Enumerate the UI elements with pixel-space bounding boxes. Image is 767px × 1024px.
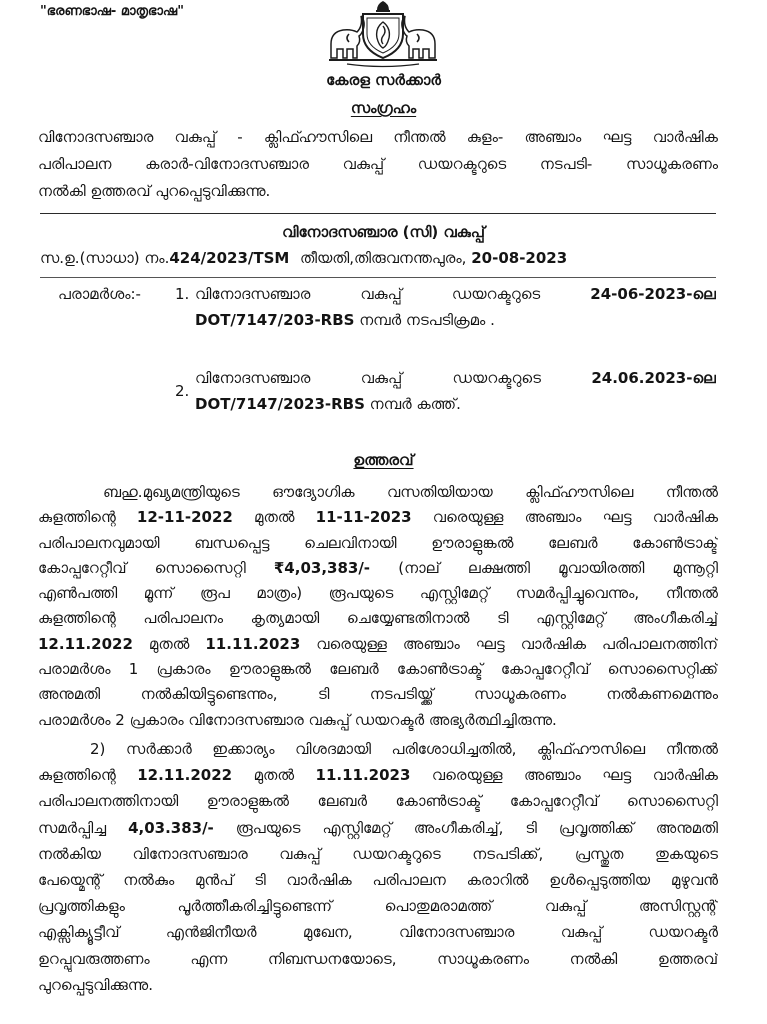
emphasized-figure: 11-11-2023 bbox=[315, 508, 412, 527]
emphasized-figure: DOT/7147/2023-RBS bbox=[195, 395, 365, 413]
paragraph-line: കോപ്പറേറ്റീവ് സൊസൈറ്റി ₹4,03,383/- (നാല് ലക്ഷത്തി മൂവായിരത്തി മുന്നൂറ്റി bbox=[38, 558, 718, 577]
emphasized-figure: 11.11.2023 bbox=[315, 766, 411, 785]
emphasized-figure: 4,03.383/- bbox=[128, 818, 214, 837]
emphasized-figure: ₹4,03,383/- bbox=[273, 558, 371, 577]
references-label: പരാമർശം:- bbox=[58, 285, 141, 303]
left-elephant bbox=[331, 16, 364, 58]
emphasized-figure: 12.11.2022 bbox=[38, 634, 133, 653]
lion-capital bbox=[376, 1, 390, 12]
summary-line: വിനോദസഞ്ചാര വകുപ്പ് - ക്ലിഫ്ഹൗസിലെ നീന്തൽ കുളം- അഞ്ചാം ഘട്ട വാർഷിക bbox=[38, 128, 718, 146]
emphasized-figure: 12.11.2022 bbox=[137, 766, 233, 785]
paragraph-line: കുളത്തിന്റെ പരിപാലനം കൃത്യമായി ചെയ്യേണ്ടതിനാൽ ടി എസ്റ്റിമേറ്റ് അംഗീകരിച്ച് bbox=[38, 609, 718, 628]
order-number: സ.ഉ.(സാധാ) നം.424/2023/TSM bbox=[40, 249, 290, 267]
emphasized-figure: DOT/7147/203-RBS bbox=[195, 311, 355, 329]
paragraph-line: 2) സർക്കാർ ഇക്കാര്യം വിശദമായി പരിശോധിച്ചതിൽ, ക്ലിഫ്ഹൗസിലെ നീന്തൽ bbox=[90, 740, 718, 758]
paragraph-line: 12.11.2022 മുതൽ 11.11.2023 വരെയുള്ള അഞ്ചാം ഘട്ട വാർഷിക പരിപാലനത്തിന് bbox=[38, 634, 718, 653]
reference-line: DOT/7147/203-RBS നമ്പർ നടപടിക്രമം . bbox=[195, 311, 495, 329]
paragraph-line: അനുമതി നൽകിയിട്ടുണ്ടെന്നും, ടി നടപടിയ്ക്ക് സാധൂകരണം നൽകണമെന്നും bbox=[38, 685, 718, 704]
order-heading-wrap bbox=[0, 449, 767, 471]
department-heading: വിനോദസഞ്ചാര (സി) വകുപ്പ് bbox=[282, 223, 485, 241]
paragraph-line: പേയ്മെന്റ് നൽകും മുൻപ് ടി വാർഷിക പരിപാലന കരാറിൽ ഉൾപ്പെടുത്തിയ മുഴുവൻ bbox=[38, 870, 718, 889]
paragraph-line: നൽകിയ വിനോദസഞ്ചാര വകുപ്പ് ഡയറക്ടറുടെ നടപടിക്ക്, പ്രസ്തുത തുകയുടെ bbox=[38, 844, 718, 863]
emphasized-figure: 24-06-2023-ലെ bbox=[590, 285, 716, 303]
summary-heading: സംഗ്രഹം bbox=[350, 99, 417, 117]
paragraph-line: പുറപ്പെടുവിക്കുന്നു. bbox=[38, 975, 154, 994]
reference-item bbox=[195, 281, 716, 333]
reference-number: 2. bbox=[175, 382, 190, 400]
paragraph-line: ബഹു.മുഖ്യമന്ത്രിയുടെ ഔദ്യോഗിക വസതിയിയായ ക്ലിഫ്ഹൗസിലെ നീന്തൽ bbox=[103, 483, 718, 501]
summary-heading-wrap bbox=[0, 97, 767, 119]
summary-line: പരിപാലന കരാർ-വിനോദസഞ്ചാര വകുപ്പ് ഡയറക്ടറുടെ നടപടി- സാധൂകരണം bbox=[38, 155, 718, 173]
emphasized-figure: 20-08-2023 bbox=[471, 249, 568, 267]
paragraph-line: ഉറപ്പുവരുത്തണം എന്ന നിബന്ധനയോടെ, സാധൂകരണം നൽകി ഉത്തരവ് bbox=[38, 949, 718, 968]
right-elephant bbox=[402, 16, 435, 58]
official-language-tagline: "ഭരണഭാഷ- മാതൃഭാഷ" bbox=[40, 4, 184, 19]
section-divider bbox=[40, 213, 716, 214]
order-date-place: തീയതി,തിരുവനന്തപുരം, 20-08-2023 bbox=[300, 249, 568, 267]
paragraph-line: പരിപാലനത്തിനായി ഊരാളുങ്കൽ ലേബർ കോൺട്രാക്ട് കോപ്പറേറ്റീവ് സൊസൈറ്റി bbox=[38, 792, 718, 811]
emphasized-figure: 11.11.2023 bbox=[205, 634, 301, 653]
paragraph-line: കുളത്തിന്റെ 12.11.2022 മുതൽ 11.11.2023 വരെയുള്ള അഞ്ചാം ഘട്ട വാർഷിക bbox=[38, 766, 718, 785]
emphasized-figure: 12-11-2022 bbox=[136, 508, 233, 527]
header-divider bbox=[40, 277, 716, 278]
emphasized-figure: 424/2023/TSM bbox=[169, 249, 290, 267]
paragraph-line: പരാമർശം 2 പ്രകാരം വിനോദസഞ്ചാര വകുപ്പ് ഡയറക്ടർ അഭ്യർത്ഥിച്ചിരുന്നു. bbox=[38, 710, 557, 729]
emphasized-figure: 24.06.2023-ലെ bbox=[591, 369, 716, 387]
reference-line: വിനോദസഞ്ചാര വകുപ്പ് ഡയറക്ടറുടെ 24-06-2023-ലെ bbox=[195, 285, 716, 303]
paragraph-line: എൺപത്തി മൂന്ന് രൂപ മാത്രം) രൂപയുടെ എസ്റ്റിമേറ്റ് സമർപ്പിച്ചുവെന്നും, നീന്തൽ bbox=[38, 584, 718, 603]
paragraph-line: പരാമർശം 1 പ്രകാരം ഊരാളുങ്കൽ ലേബർ കോൺട്രാക്ട് കോപ്പറേറ്റീവ് സൊസൈറ്റിക്ക് bbox=[38, 660, 718, 679]
reference-line: DOT/7147/2023-RBS നമ്പർ കത്ത്. bbox=[195, 395, 461, 413]
paragraph-line: കുളത്തിന്റെ 12-11-2022 മുതൽ 11-11-2023 വരെയുള്ള അഞ്ചാം ഘട്ട വാർഷിക bbox=[38, 508, 718, 527]
paragraph-line: പ്രവൃത്തികളും പൂർത്തീകരിച്ചിട്ടുണ്ടെന്ന് പൊതുമരാമത്ത് വകുപ്പ് അസിസ്റ്റന്റ് bbox=[38, 897, 718, 916]
emblem-base bbox=[329, 60, 437, 67]
conch bbox=[377, 22, 390, 48]
order-heading: ഉത്തരവ് bbox=[353, 451, 414, 469]
summary-line: നൽകി ഉത്തരവ് പുറപ്പെടുവിക്കുന്നു. bbox=[38, 182, 271, 200]
summary-text bbox=[38, 124, 718, 205]
reference-item bbox=[195, 365, 716, 417]
kerala-state-emblem-icon bbox=[325, 0, 441, 68]
order-paragraph-2 bbox=[38, 736, 718, 998]
reference-number: 1. bbox=[175, 285, 190, 303]
order-paragraph-1 bbox=[38, 480, 718, 733]
reference-line: വിനോദസഞ്ചാര വകുപ്പ് ഡയറക്ടറുടെ 24.06.2023-ലെ bbox=[195, 369, 716, 387]
paragraph-line: പരിപാലനവുമായി ബന്ധപ്പെട്ട ചെലവിനായി ഊരാളുങ്കൽ ലേബർ കോൺട്രാക്ട് bbox=[38, 533, 718, 552]
paragraph-line: എക്സിക്യൂട്ടീവ് എൻജിനീയർ മുഖേന, വിനോദസഞ്ചാര വകുപ്പ് ഡയറക്ടർ bbox=[38, 923, 718, 942]
government-title: കേരള സർക്കാർ bbox=[326, 71, 441, 89]
paragraph-line: സമർപ്പിച്ച 4,03.383/- രൂപയുടെ എസ്റ്റിമേറ്റ് അംഗീകരിച്ച്, ടി പ്രവൃത്തിക്ക് അനുമതി bbox=[38, 818, 718, 837]
